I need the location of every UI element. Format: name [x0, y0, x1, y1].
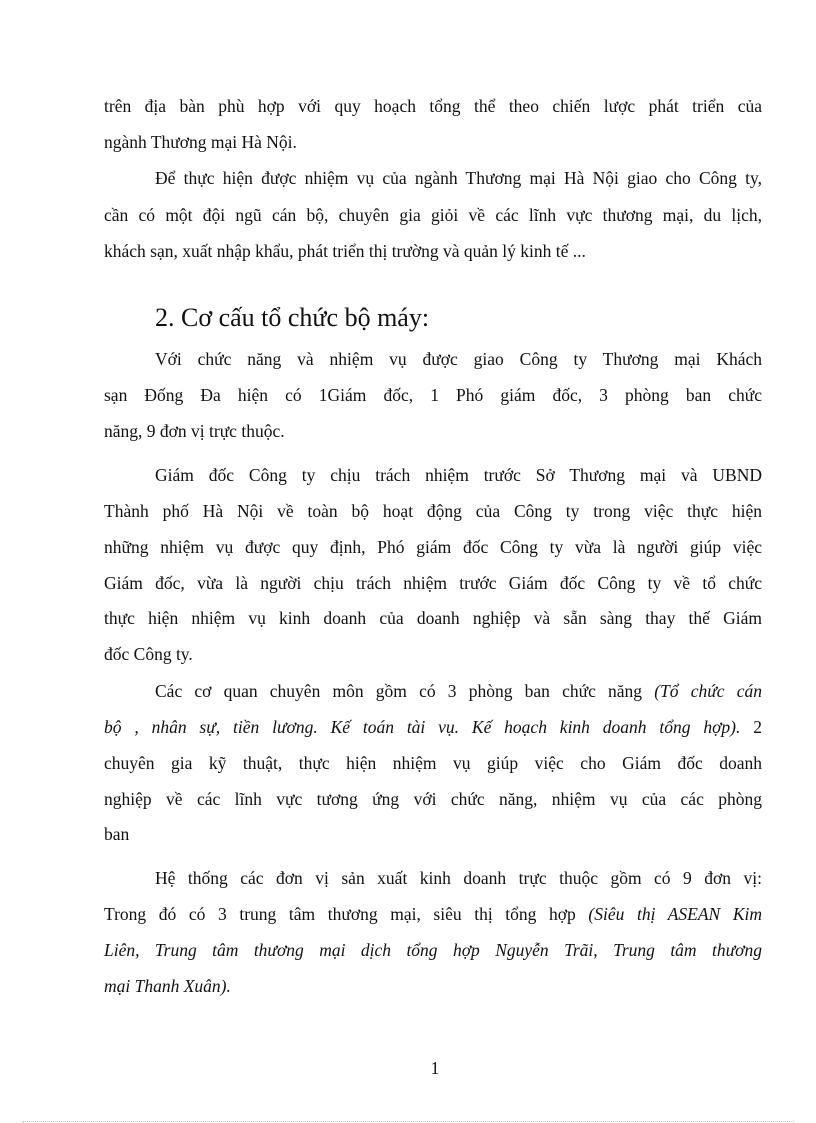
paragraph-line: Giám đốc Công ty chịu trách nhiệm trước Sở Thương mại và UBND — [155, 465, 762, 485]
paragraph-line: những nhiệm vụ được quy định, Phó giám đốc Công ty vừa là người giúp việc — [104, 537, 762, 557]
paragraph-line: thực hiện nhiệm vụ kinh doanh của doanh nghiệp và sẵn sàng thay thế Giám — [104, 608, 762, 628]
paragraph-line: Thành phố Hà Nội về toàn bộ hoạt động của Công ty trong việc thực hiện — [104, 501, 762, 521]
paragraph-line: Giám đốc, vừa là người chịu trách nhiệm trước Giám đốc Công ty về tổ chức — [104, 573, 762, 593]
paragraph-line: Các cơ quan chuyên môn gồm có 3 phòng ban chức năng (Tổ chức cán — [155, 681, 762, 701]
paragraph-line: ngành Thương mại Hà Nội. — [104, 132, 297, 152]
paragraph-line: chuyên gia kỹ thuật, thực hiện nhiệm vụ giúp việc cho Giám đốc doanh — [104, 753, 762, 773]
paragraph-line: đốc Công ty. — [104, 644, 193, 664]
paragraph-line: ban — [104, 824, 130, 844]
paragraph-line: Hệ thống các đơn vị sản xuất kinh doanh trực thuộc gồm có 9 đơn vị: — [155, 868, 762, 888]
paragraph-line: nghiệp về các lĩnh vực tương ứng với chức năng, nhiệm vụ của các phòng — [104, 789, 762, 809]
paragraph-line: trên địa bàn phù hợp với quy hoạch tổng thể theo chiến lược phát triển của — [104, 96, 762, 116]
paragraph-line: Trong đó có 3 trung tâm thương mại, siêu thị tổng hợp (Siêu thị ASEAN Kim — [104, 904, 762, 924]
page-number: 1 — [430, 1058, 440, 1078]
paragraph-line: Để thực hiện được nhiệm vụ của ngành Thương mại Hà Nội giao cho Công ty, — [155, 168, 762, 188]
paragraph-line: khách sạn, xuất nhập khẩu, phát triển thị trường và quản lý kinh tế ... — [104, 241, 586, 261]
paragraph-line: cần có một đội ngũ cán bộ, chuyên gia giỏi về các lĩnh vực thương mại, du lịch, — [104, 205, 762, 225]
paragraph-line: sạn Đống Đa hiện có 1Giám đốc, 1 Phó giám đốc, 3 phòng ban chức — [104, 385, 762, 405]
paragraph-line: năng, 9 đơn vị trực thuộc. — [104, 421, 285, 441]
section-heading: 2. Cơ cấu tổ chức bộ máy: — [155, 303, 430, 332]
page-bottom-divider — [22, 1121, 794, 1122]
paragraph-line: bộ , nhân sự, tiền lương. Kế toán tài vụ. Kế hoạch kinh doanh tổng hợp). 2 — [104, 717, 762, 737]
paragraph-line: Với chức năng và nhiệm vụ được giao Công ty Thương mại Khách — [155, 349, 762, 369]
paragraph-line: mại Thanh Xuân). — [104, 976, 231, 996]
paragraph-line: Liên, Trung tâm thương mại dịch tổng hợp Nguyễn Trãi, Trung tâm thương — [104, 940, 762, 960]
